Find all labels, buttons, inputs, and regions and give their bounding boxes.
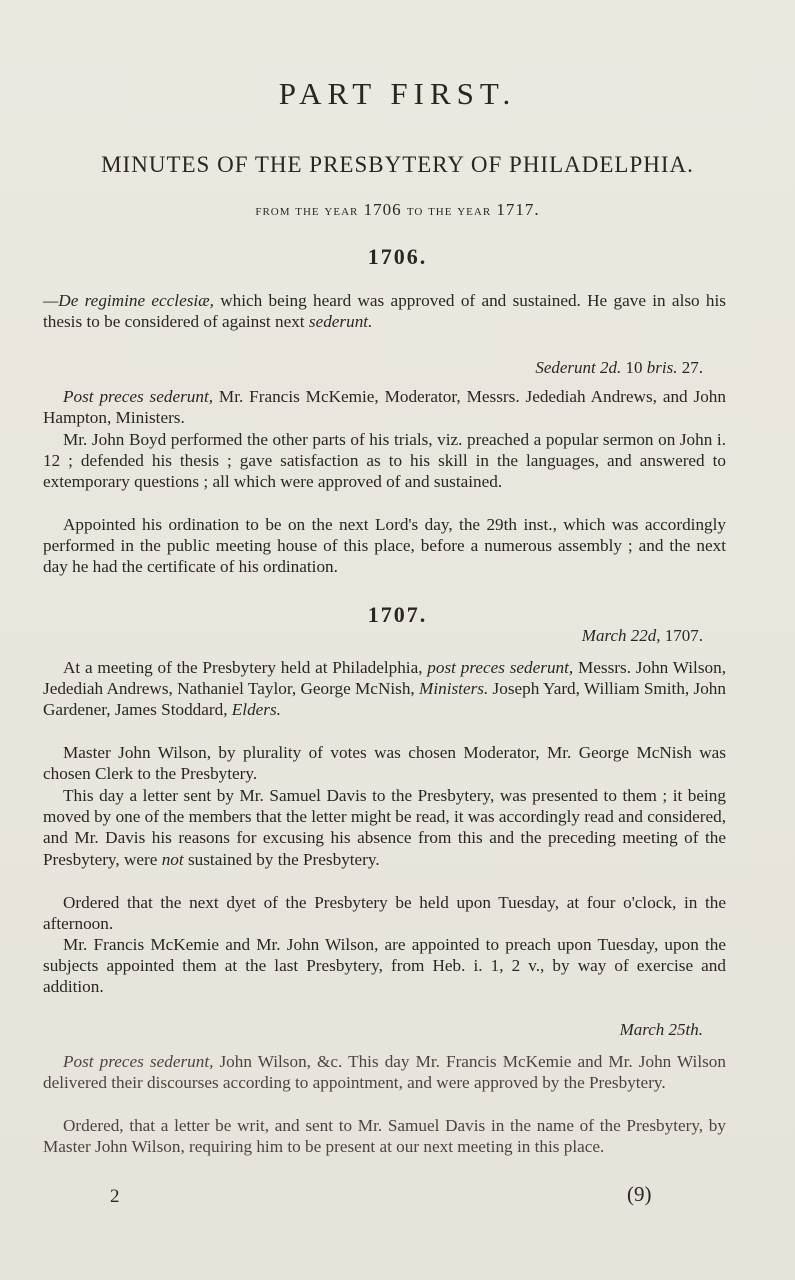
paragraph-1707-letter [43,785,726,870]
minutes-title: MINUTES OF THE PRESBYTERY OF PHILADELPHIA. [101,152,694,177]
page-number: (9) [627,1182,652,1206]
paragraph-1706-trials: Mr. John Boyd performed the other parts of his trials, viz. preached a popular sermon on John i. 12 ; defended his thesis ; gave satisfaction as to his skill in the languages, and answered to extemporary questions ; all which were approved of and sustained. [43,430,726,492]
paragraph-text: Mr. Francis McKemie, Moderator, Messrs. Jedediah Andrews, and John Hampton, Ministers. [43,387,726,428]
paragraph-text: which being heard was approved of and sustained. He gave in also his thesis to be considered of against next [43,291,726,332]
date-line-sederunt [535,358,703,378]
date-text: 1707. [660,626,703,645]
date-line-march-22 [582,626,703,646]
year-range-from: from the year [255,203,359,219]
italic-word: not [161,849,184,869]
paragraph-1707-meeting [43,657,726,721]
latin-phrase: Post preces sederunt, [63,387,214,406]
paragraph-1707-writ: Ordered, that a letter be writ, and sent to Mr. Samuel Davis in the name of the Presbytery, by Master John Wilson, requiring him to be present at our next meeting in this place. [43,1116,726,1157]
paragraph-text: This day a letter sent by Mr. Samuel Davis to the Presbytery, was presented to them ; it being moved by one of the members that the letter might be read, it was accordingly read and considered, and Mr. Davis his reasons for excusing his absence from this and the preceding meeting of the Presbytery, were [43,786,726,869]
signature-mark: 2 [110,1186,120,1207]
part-title: PART FIRST. [278,76,517,111]
date-text: 27. [677,358,703,377]
paragraph-1707-preach: Mr. Francis McKemie and Mr. John Wilson, are appointed to preach upon Tuesday, upon the subjects appointed them at the last Presbytery, from Heb. i. 1, 2 v., by way of exercise and addition. [43,935,726,997]
paragraph-text: John Wilson, &c. This day Mr. Francis McKemie and Mr. John Wilson delivered their discourses according to appointment, and were approved by the Presbytery. [43,1052,726,1093]
paragraph-text: At a meeting of the Presbytery held at Philadelphia, [63,658,428,677]
latin-phrase: —De regimine ecclesiæ, [43,291,214,310]
date-italic: bris. [646,358,678,377]
paragraph-1706-sederunt [43,386,726,428]
year-range [0,200,795,220]
paragraph-1706-thesis [43,290,726,332]
year-heading-1706: 1706. [367,244,428,269]
latin-phrase: sederunt. [308,312,373,332]
paragraph-text: sustained by the Presbytery. [183,849,380,869]
latin-phrase: post preces sederunt, [427,658,574,677]
paragraph-1707-discourses [43,1051,726,1093]
italic-word: Ministers. [419,679,489,699]
date-italic: March 22d, [581,626,661,645]
date-text: 10 [621,358,647,377]
paragraph-text: Joseph Yard, William Smith, John Gardener, James Stoddard, [43,679,726,720]
year-heading-1707: 1707. [367,602,428,627]
paragraph-1707-moderator: Master John Wilson, by plurality of votes was chosen Moderator, Mr. George McNish was chosen Clerk to the Presbytery. [43,743,726,784]
year-range-to: to the year [406,203,492,219]
paragraph-1706-ordination: Appointed his ordination to be on the next Lord's day, the 29th inst., which was accordingly performed in the public meeting house of this place, before a numerous assembly ; and the next day he had the certificate of his ordination. [43,515,726,577]
year-range-start: 1706 [363,200,402,219]
paragraph-1707-dyet: Ordered that the next dyet of the Presbytery be held upon Tuesday, at four o'clock, in the afternoon. [43,893,726,934]
date-line-march-25: March 25th. [619,1020,703,1039]
latin-phrase: Post preces sederunt, [63,1052,214,1071]
italic-word: Elders. [231,700,281,720]
year-range-end: 1717. [496,200,540,219]
paragraph-text: Messrs. John Wilson, Jedediah Andrews, Nathaniel Taylor, George McNish, [43,658,727,699]
date-italic: Sederunt 2d. [535,358,622,377]
